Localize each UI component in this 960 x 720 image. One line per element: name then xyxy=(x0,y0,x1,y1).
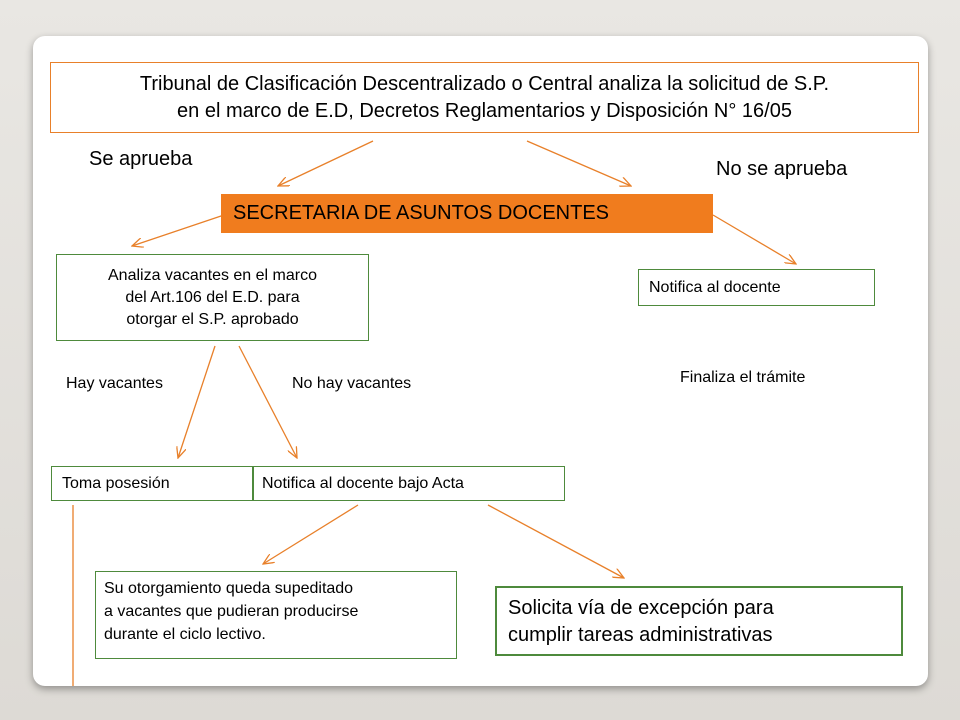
tribunal-box xyxy=(50,62,919,133)
label-se-aprueba: Se aprueba xyxy=(89,148,193,170)
excepcion-line-2: cumplir tareas administrativas xyxy=(508,624,773,646)
toma-posesion-box xyxy=(51,466,253,501)
tribunal-line-1: Tribunal de Clasificación Descentralizado o Central analiza la solicitud de S.P. xyxy=(139,72,830,95)
analiza-line-1: Analiza vacantes en el marco xyxy=(108,266,317,284)
notifica-box xyxy=(638,269,875,306)
analiza-line-2: del Art.106 del E.D. para xyxy=(125,288,300,306)
excepcion-line-1: Solicita vía de excepción para xyxy=(508,597,774,619)
notifica-label: Notifica al docente xyxy=(649,278,781,296)
label-no-se-aprueba: No se aprueba xyxy=(716,158,848,180)
label-finaliza-tramite: Finaliza el trámite xyxy=(680,369,806,386)
acta-label: Notifica al docente bajo Acta xyxy=(262,474,464,492)
secretaria-box xyxy=(221,194,713,233)
label-hay-vacantes: Hay vacantes xyxy=(66,375,163,392)
supeditado-line-2: a vacantes que pudieran producirse xyxy=(104,603,359,620)
label-no-hay-vacantes: No hay vacantes xyxy=(292,375,412,392)
toma-label: Toma posesión xyxy=(62,474,170,492)
notifica-acta-box xyxy=(253,466,565,501)
excepcion-box xyxy=(495,586,903,656)
supeditado-line-3: durante el ciclo lectivo. xyxy=(104,626,266,643)
secretaria-label: SECRETARIA DE ASUNTOS DOCENTES xyxy=(233,202,610,224)
supeditado-box xyxy=(95,571,457,659)
analiza-line-3: otorgar el S.P. aprobado xyxy=(126,310,299,328)
tribunal-line-2: en el marco de E.D, Decretos Reglamentarios y Disposición N° 16/05 xyxy=(177,99,792,122)
supeditado-line-1: Su otorgamiento queda supeditado xyxy=(104,580,354,597)
analiza-box xyxy=(56,254,369,341)
